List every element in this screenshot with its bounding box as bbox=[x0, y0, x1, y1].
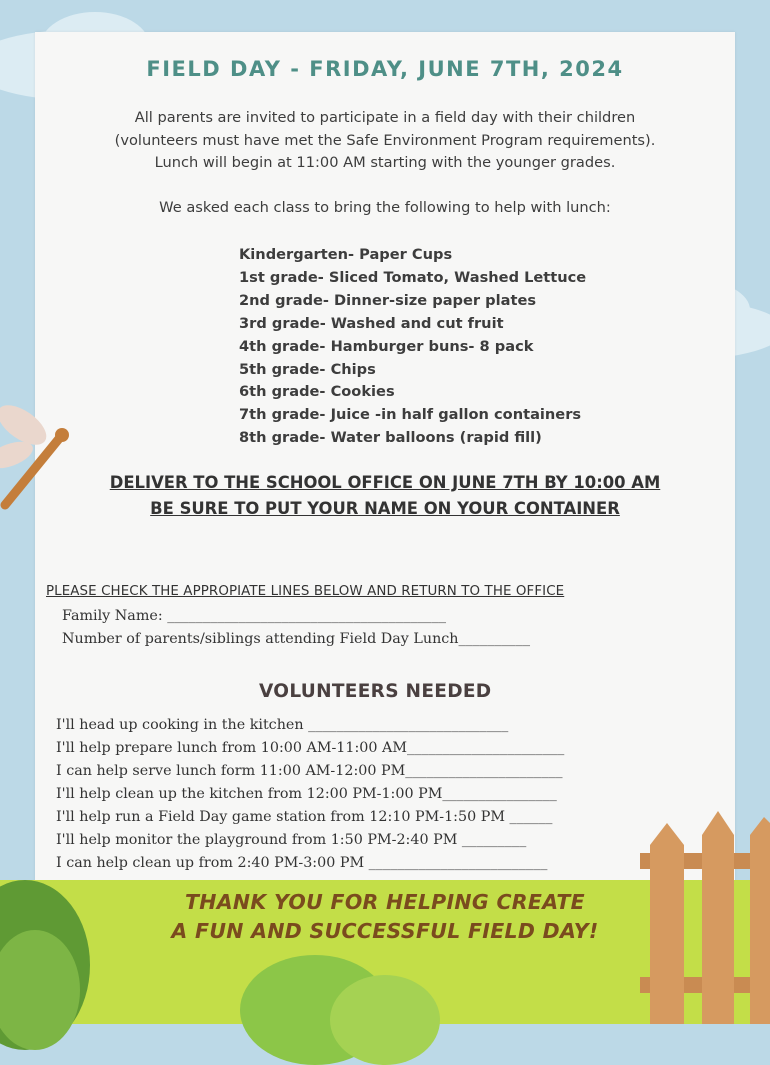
list-item: 7th grade- Juice -in half gallon containers bbox=[239, 406, 582, 424]
volunteer-signup-line[interactable]: I can help serve lunch form 11:00 AM-12:00 PM______________________ bbox=[56, 763, 563, 779]
page-title: FIELD DAY - FRIDAY, JUNE 7TH, 2024 bbox=[146, 57, 624, 81]
volunteer-signup-line[interactable]: I'll head up cooking in the kitchen ____________________________ bbox=[56, 717, 509, 733]
bush-center-2 bbox=[330, 975, 440, 1065]
list-item: 8th grade- Water balloons (rapid fill) bbox=[239, 429, 542, 447]
list-item: 4th grade- Hamburger buns- 8 pack bbox=[239, 337, 534, 355]
lunch-request-text: We asked each class to bring the following to help with lunch: bbox=[159, 199, 611, 216]
list-item: 1st grade- Sliced Tomato, Washed Lettuce bbox=[239, 268, 587, 286]
attendance-count-field[interactable]: Number of parents/siblings attending Field Day Lunch__________ bbox=[62, 631, 530, 647]
family-name-field[interactable]: Family Name: _______________________________________ bbox=[62, 608, 446, 624]
list-item: Kindergarten- Paper Cups bbox=[239, 246, 453, 263]
form-instruction: PLEASE CHECK THE APPROPIATE LINES BELOW AND RETURN TO THE OFFICE bbox=[46, 584, 565, 599]
intro-line: All parents are invited to participate in a field day with their children bbox=[134, 109, 636, 126]
volunteer-signup-line[interactable]: I'll help prepare lunch from 10:00 AM-11:00 AM______________________ bbox=[56, 740, 565, 756]
container-name-notice: BE SURE TO PUT YOUR NAME ON YOUR CONTAINER bbox=[150, 499, 620, 518]
volunteers-heading: VOLUNTEERS NEEDED bbox=[259, 681, 492, 702]
volunteer-signup-line[interactable]: I can help clean up from 2:40 PM-3:00 PM _________________________ bbox=[56, 855, 548, 871]
intro-line: Lunch will begin at 11:00 AM starting with the younger grades. bbox=[154, 154, 616, 171]
thank-you-line: A FUN AND SUCCESSFUL FIELD DAY! bbox=[171, 919, 599, 943]
intro-line: (volunteers must have met the Safe Environment Program requirements). bbox=[114, 131, 656, 149]
list-item: 2nd grade- Dinner-size paper plates bbox=[239, 291, 537, 309]
thank-you-message bbox=[0, 888, 770, 946]
intro-text bbox=[40, 107, 730, 175]
volunteer-signup-list bbox=[56, 714, 564, 875]
delivery-notice: DELIVER TO THE SCHOOL OFFICE ON JUNE 7TH BY 10:00 AM bbox=[109, 473, 661, 492]
volunteer-signup-line[interactable]: I'll help run a Field Day game station from 12:10 PM-1:50 PM ______ bbox=[56, 809, 553, 825]
grade-supply-list bbox=[239, 244, 586, 450]
thank-you-line: THANK YOU FOR HELPING CREATE bbox=[185, 890, 585, 914]
volunteer-signup-line[interactable]: I'll help monitor the playground from 1:50 PM-2:40 PM _________ bbox=[56, 832, 527, 848]
list-item: 5th grade- Chips bbox=[239, 360, 376, 378]
list-item: 6th grade- Cookies bbox=[239, 383, 395, 401]
list-item: 3rd grade- Washed and cut fruit bbox=[239, 314, 504, 332]
volunteer-signup-line[interactable]: I'll help clean up the kitchen from 12:00 PM-1:00 PM________________ bbox=[56, 786, 557, 802]
